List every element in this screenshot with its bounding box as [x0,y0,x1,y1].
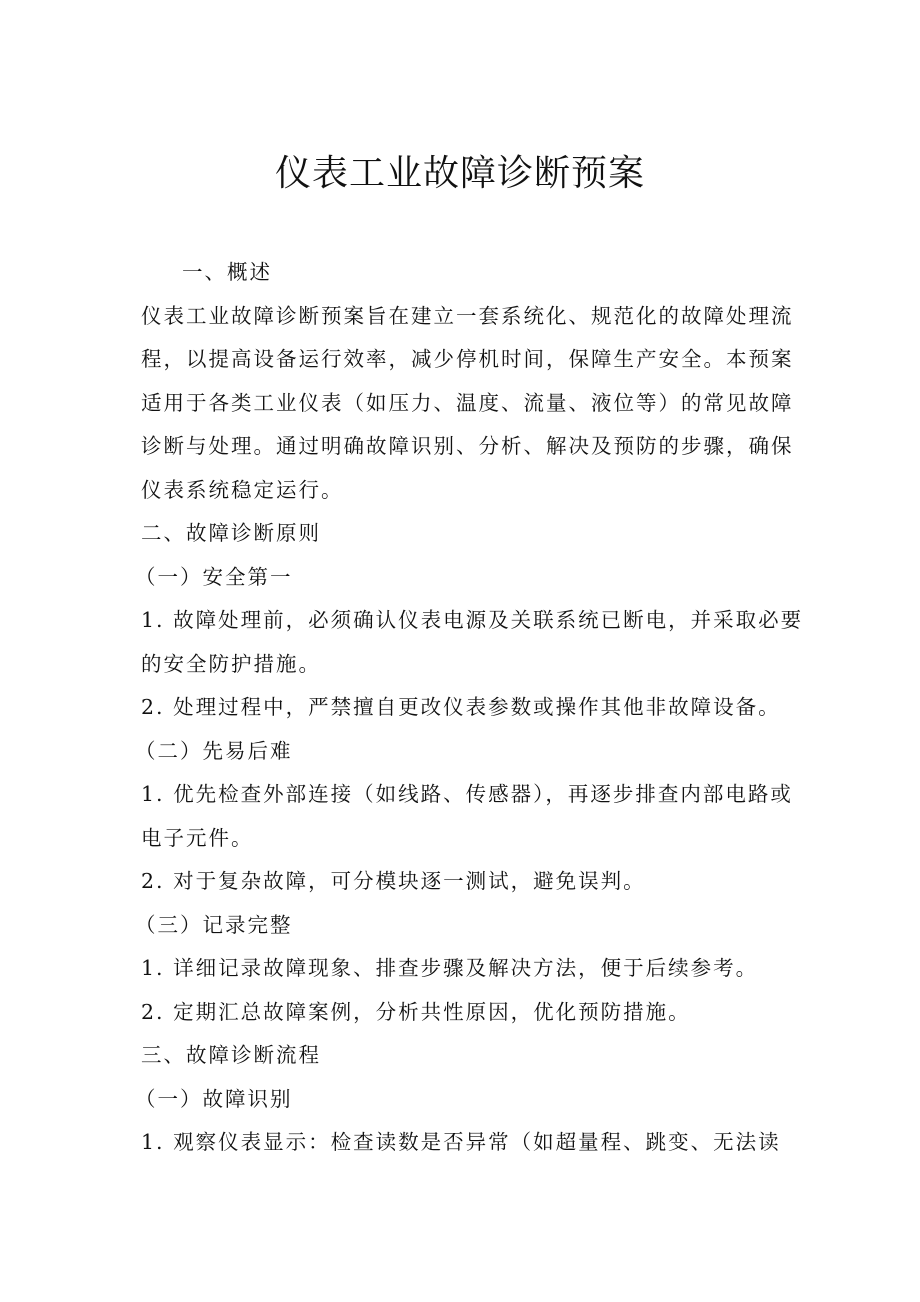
list-item-line: 1. 故障处理前，必须确认仪表电源及关联系统已断电，并采取必要 [141,608,804,632]
subsection-heading: （二）先易后难 [135,738,293,763]
document-body [135,251,804,1165]
paragraph-line: 仪表系统稳定运行。 [141,477,344,502]
paragraph-line: 诊断与处理。通过明确故障识别、分析、解决及预防的步骤，确保 [141,434,794,458]
subsection-heading: （三）记录完整 [135,912,293,937]
list-item-line: 的安全防护措施。 [141,651,321,676]
paragraph-line: 仪表工业故障诊断预案旨在建立一套系统化、规范化的故障处理流 [141,303,794,328]
list-item-line: 2. 处理过程中，严禁擅自更改仪表参数或操作其他非故障设备。 [141,695,781,719]
paragraph-line: 适用于各类工业仪表（如压力、温度、流量、液位等）的常见故障 [141,390,794,415]
paragraph-line: 程，以提高设备运行效率，减少停机时间，保障生产安全。本预案 [141,347,794,371]
section-heading-principles: 二、故障诊断原则 [141,521,321,545]
list-item-line: 1. 优先检查外部连接（如线路、传感器），再逐步排查内部电路或 [141,782,793,806]
list-item-line: 1. 观察仪表显示：检查读数是否异常（如超量程、跳变、无法读 [141,1130,781,1154]
list-item-line: 2. 对于复杂故障，可分模块逐一测试，避免误判。 [141,869,646,893]
list-item-line: 电子元件。 [141,825,254,850]
section-heading-process: 三、故障诊断流程 [141,1043,321,1067]
list-item-line: 1. 详细记录故障现象、排查步骤及解决方法，便于后续参考。 [141,956,759,980]
list-item-line: 2. 定期汇总故障案例，分析共性原因，优化预防措施。 [141,999,691,1024]
section-heading-overview: 一、概述 [182,260,272,284]
subsection-heading: （一）安全第一 [135,564,293,589]
document-title: 仪表工业故障诊断预案 [274,153,645,194]
subsection-heading: （一）故障识别 [135,1086,293,1111]
